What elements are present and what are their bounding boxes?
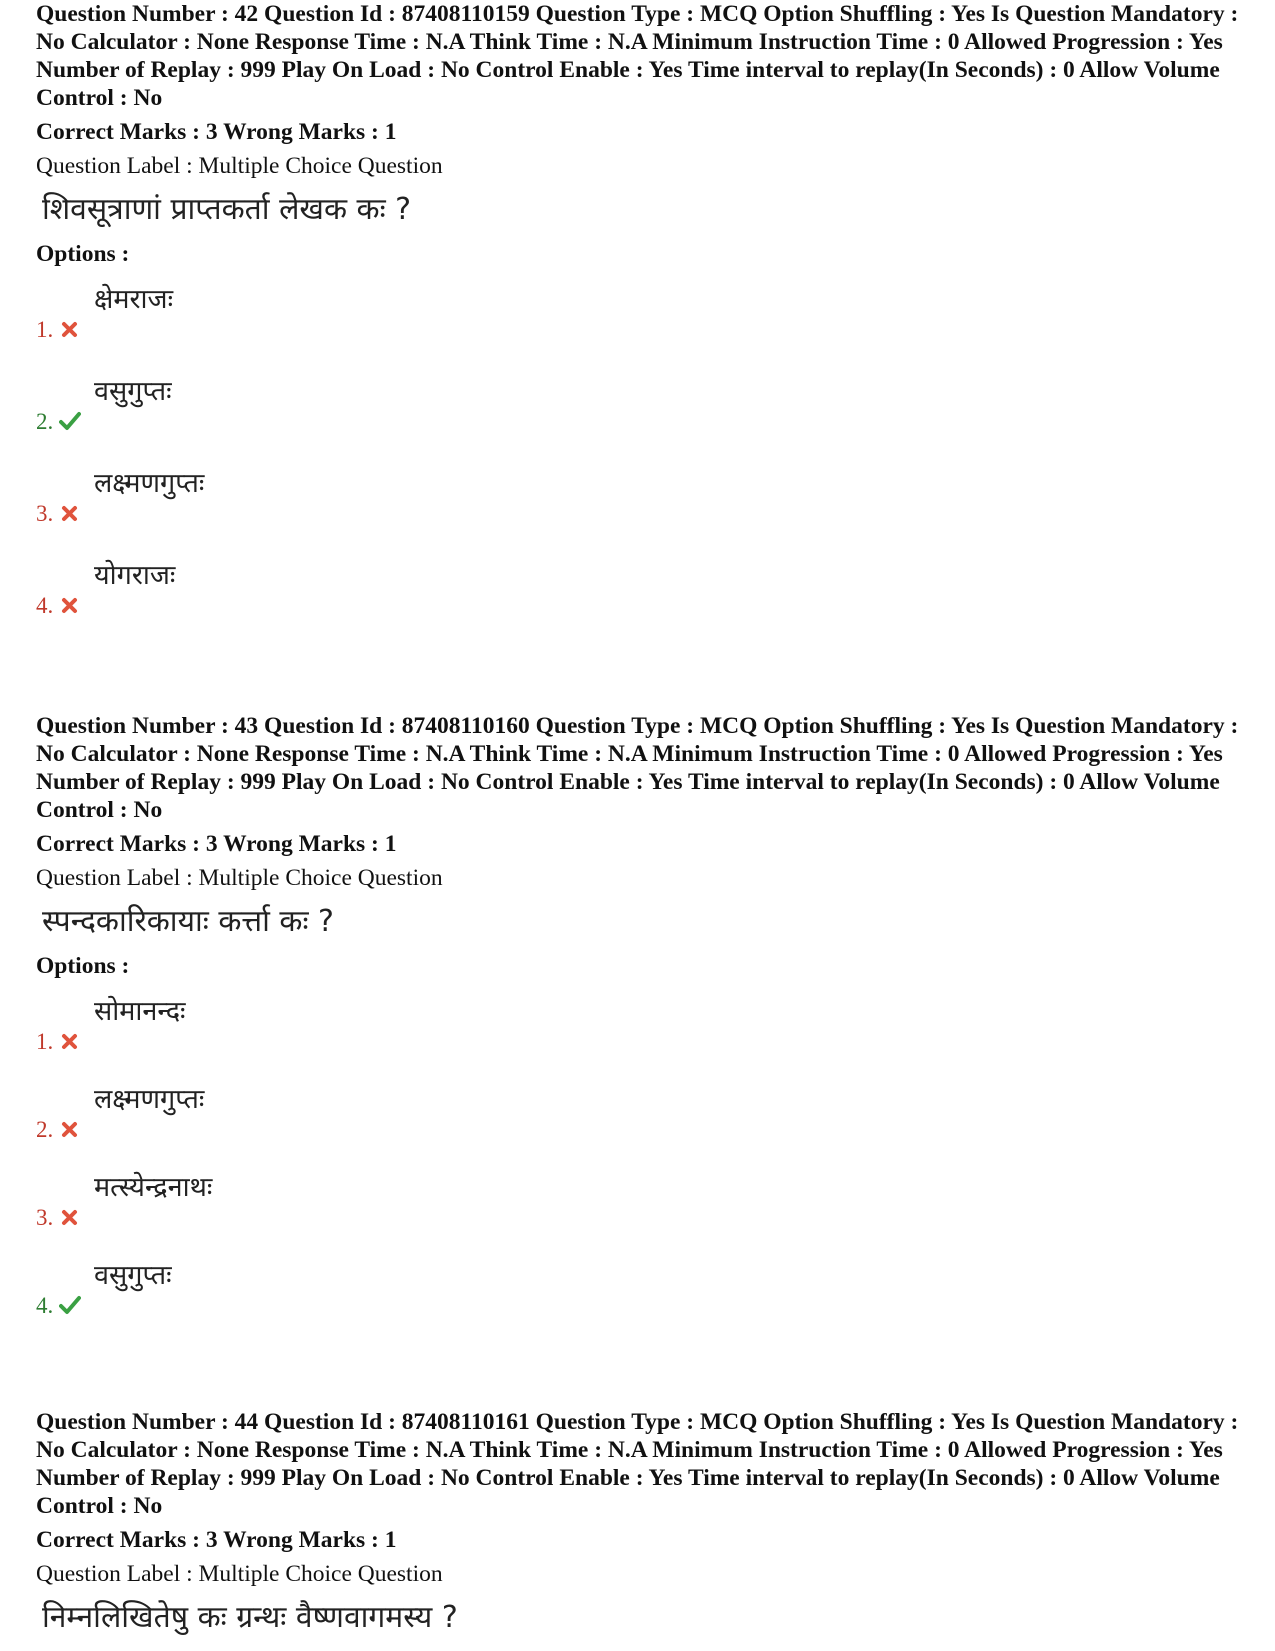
cross-icon	[59, 316, 81, 342]
option-2	[36, 372, 1246, 464]
cross-icon	[59, 1116, 81, 1142]
option-text: वसुगुप्तः	[94, 376, 172, 407]
cross-icon	[59, 500, 81, 526]
option-number: 2.	[36, 1117, 54, 1142]
question-paper	[36, 0, 1246, 1640]
option-3	[36, 1168, 1246, 1256]
options-heading: Options :	[36, 953, 130, 979]
question-stem: शिवसूत्राणां प्राप्तकर्ता लेखक कः ?	[42, 192, 412, 227]
option-4	[36, 556, 1246, 648]
question-meta: Question Number : 44 Question Id : 87408110161 Question Type : MCQ Option Shuffling : Yes Is Question Mandatory : No Calculator : None Response Time : N.A Think Time : N.A Minimum Instruction Time : 0 Allowed Progression : Yes Number of Replay : 999 Play On Load : No Control Enable : Yes Time interval to replay(In Seconds) : 0 Allow Volume Control : No	[36, 1409, 1239, 1519]
option-text: सोमानन्दः	[94, 996, 186, 1027]
option-number: 3.	[36, 1205, 54, 1230]
question-meta: Question Number : 43 Question Id : 87408110160 Question Type : MCQ Option Shuffling : Yes Is Question Mandatory : No Calculator : None Response Time : N.A Think Time : N.A Minimum Instruction Time : 0 Allowed Progression : Yes Number of Replay : 999 Play On Load : No Control Enable : Yes Time interval to replay(In Seconds) : 0 Allow Volume Control : No	[36, 713, 1239, 823]
question-meta: Question Number : 42 Question Id : 87408110159 Question Type : MCQ Option Shuffling : Yes Is Question Mandatory : No Calculator : None Response Time : N.A Think Time : N.A Minimum Instruction Time : 0 Allowed Progression : Yes Number of Replay : 999 Play On Load : No Control Enable : Yes Time interval to replay(In Seconds) : 0 Allow Volume Control : No	[36, 1, 1239, 111]
option-text: मत्स्येन्द्रनाथः	[94, 1172, 213, 1203]
cross-icon	[59, 1204, 81, 1230]
option-text: लक्ष्मणगुप्तः	[94, 1084, 205, 1115]
option-1	[36, 992, 1246, 1080]
option-number: 2.	[36, 409, 54, 434]
options-heading: Options :	[36, 241, 130, 267]
option-text: लक्ष्मणगुप्तः	[94, 468, 205, 499]
cross-icon	[59, 592, 81, 618]
check-icon	[59, 408, 81, 434]
option-number: 1.	[36, 1029, 54, 1054]
option-1	[36, 280, 1246, 372]
question-42	[36, 0, 1246, 648]
options-list	[36, 280, 1246, 648]
option-number: 1.	[36, 317, 54, 342]
cross-icon	[59, 1028, 81, 1054]
option-text: योगराजः	[94, 560, 176, 591]
options-list	[36, 992, 1246, 1344]
question-label: Question Label : Multiple Choice Question	[36, 865, 443, 891]
question-stem: निम्नलिखितेषु कः ग्रन्थः वैष्णवागमस्य ?	[42, 1600, 458, 1635]
question-marks: Correct Marks : 3 Wrong Marks : 1	[36, 831, 397, 857]
question-label: Question Label : Multiple Choice Question	[36, 153, 443, 179]
option-text: वसुगुप्तः	[94, 1260, 172, 1291]
option-4	[36, 1256, 1246, 1344]
option-number: 3.	[36, 501, 54, 526]
option-number: 4.	[36, 1293, 54, 1318]
question-stem: स्पन्दकारिकायाः कर्त्ता कः ?	[42, 904, 334, 939]
question-43	[36, 712, 1246, 1344]
option-number: 4.	[36, 593, 54, 618]
option-text: क्षेमराजः	[94, 284, 174, 315]
option-3	[36, 464, 1246, 556]
option-2	[36, 1080, 1246, 1168]
question-44	[36, 1408, 1246, 1640]
question-marks: Correct Marks : 3 Wrong Marks : 1	[36, 119, 397, 145]
question-label: Question Label : Multiple Choice Question	[36, 1561, 443, 1587]
question-marks: Correct Marks : 3 Wrong Marks : 1	[36, 1527, 397, 1553]
check-icon	[59, 1292, 81, 1318]
